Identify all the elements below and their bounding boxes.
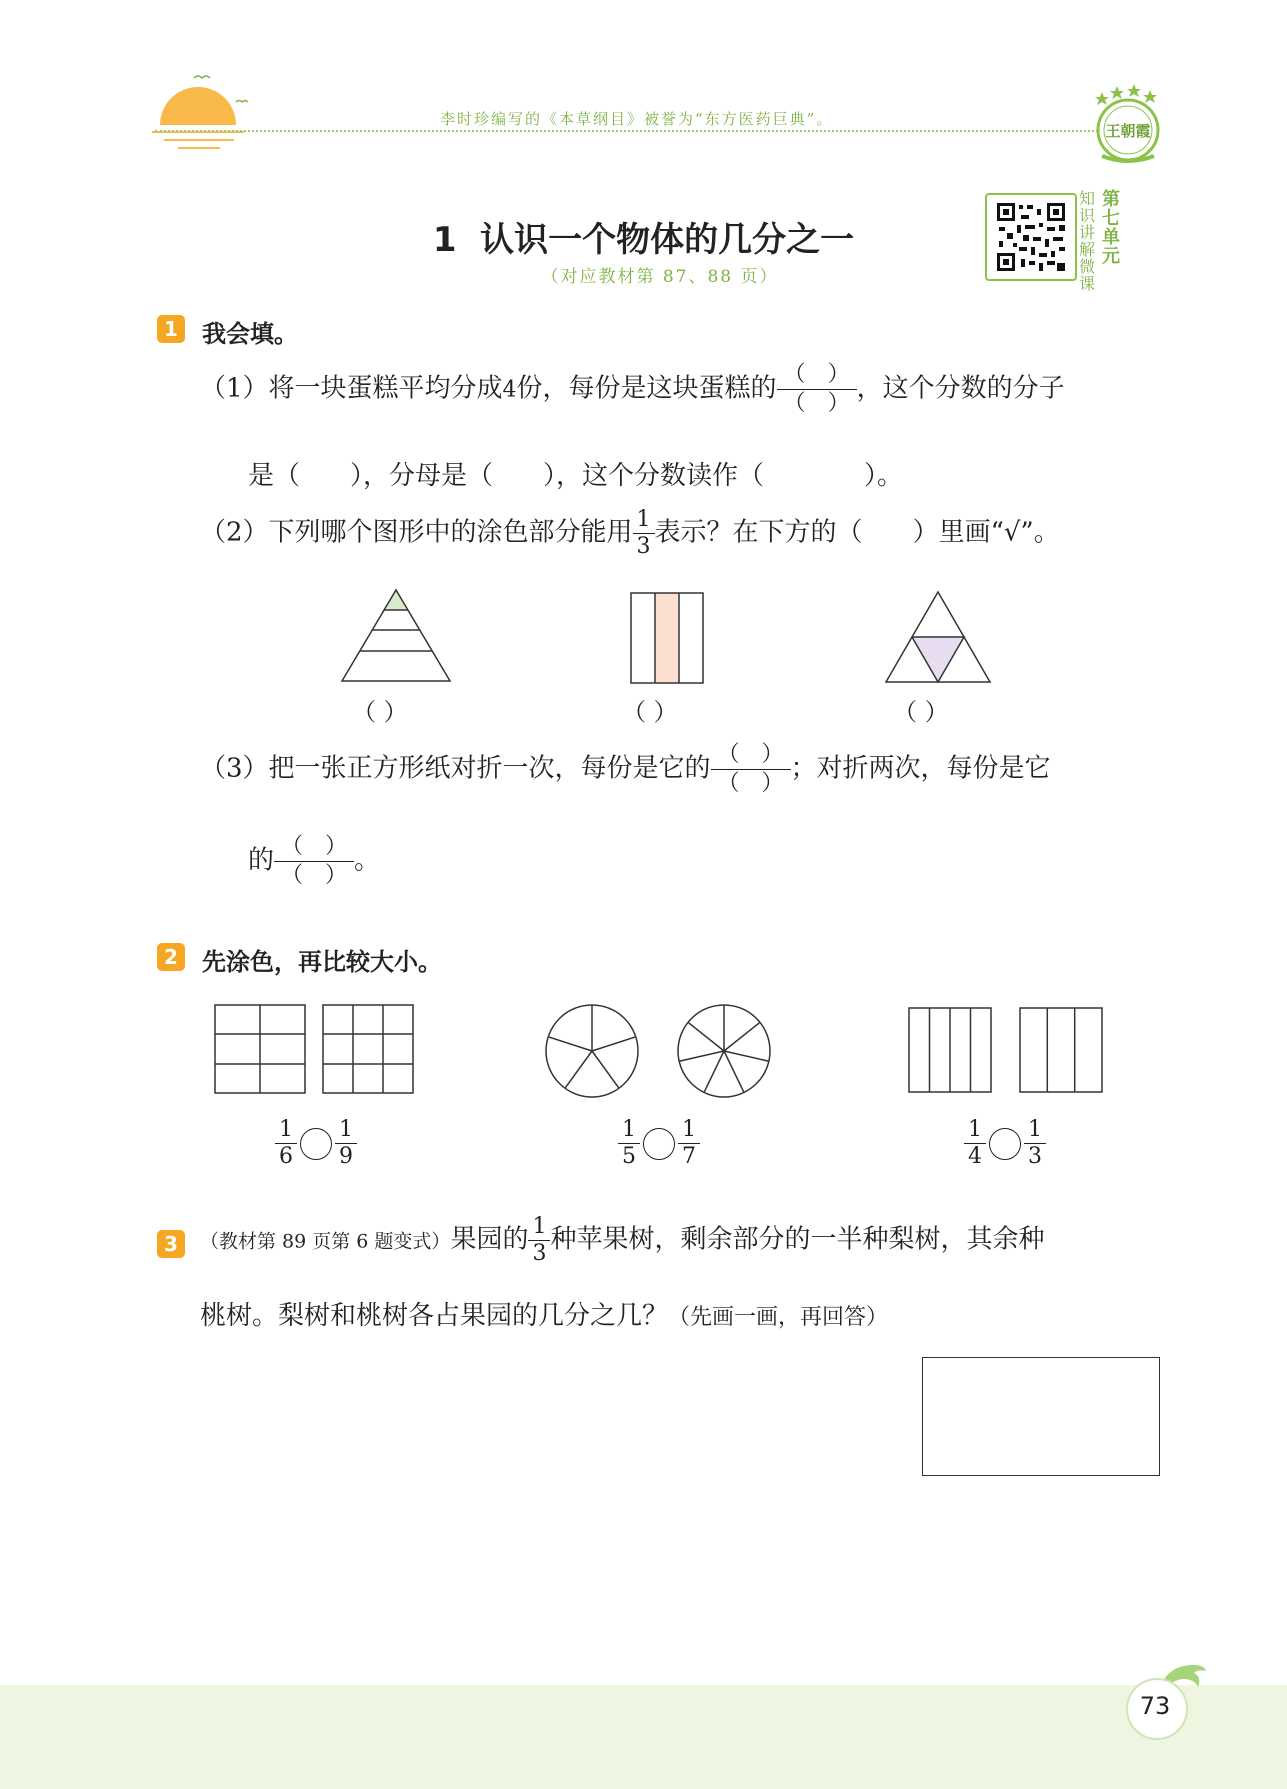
compare-3: $\frac{1}{4}$ $\frac{1}{3}$ [964, 1118, 1046, 1169]
section-1-badge: 1 [157, 315, 185, 343]
choice-paren-3[interactable]: （ ） [893, 698, 949, 726]
page-title: 1 认识一个物体的几分之一 [432, 220, 855, 260]
rectangle-four-strips[interactable] [908, 1007, 992, 1093]
q-orchard-line-1: （教材第 89 页第 6 题变式）果园的 $\frac{1}{3}$ 种苹果树，剩余部分的一半种梨树，其余种 [200, 1214, 1045, 1266]
q3-line-2: 的 $\frac{( )}{( )}$ 。 [248, 834, 381, 888]
q1-line-1: （1）将一块蛋糕平均分成4份，每份是这块蛋糕的 $\frac{( )}{( )}$ ，这个分数的分子 [200, 362, 1065, 416]
four-triangle-figure [884, 590, 992, 684]
q3-fold-twice-fraction[interactable]: $\frac{( )}{( )}$ [274, 834, 354, 889]
header-quote: 李时珍编写的《本草纲目》被誉为“东方医药巨典”。 [440, 110, 834, 128]
qr-label-right: 第七单元 [1102, 189, 1120, 267]
rectangle-nine-parts[interactable] [322, 1004, 416, 1096]
q2-line: （2）下列哪个图形中的涂色部分能用 $\frac{1}{3}$ 表示？在下方的（ ）里画“√”。 [200, 507, 1060, 559]
svg-text:王朝霞: 王朝霞 [1105, 122, 1151, 140]
rectangle-six-parts[interactable] [214, 1004, 308, 1096]
rectangle-three-strips[interactable] [1019, 1007, 1103, 1093]
q1-line-2: 是（ ），分母是（ ），这个分数读作（ ）。 [248, 461, 904, 491]
compare-circle-2[interactable] [643, 1128, 675, 1160]
compare-circle-3[interactable] [989, 1128, 1021, 1160]
section-3-badge: 3 [157, 1230, 185, 1258]
q1-answer-fraction[interactable]: $\frac{( )}{( )}$ [777, 362, 857, 417]
compare-circle-1[interactable] [300, 1128, 332, 1160]
choice-paren-1[interactable]: （ ） [352, 698, 408, 726]
circle-seven-parts[interactable] [676, 1003, 772, 1099]
q3-fold-once-fraction[interactable]: $\frac{( )}{( )}$ [711, 742, 791, 797]
choice-paren-2[interactable]: （ ） [622, 698, 678, 726]
page-number: 73 [1139, 1692, 1171, 1720]
footer-band [0, 1685, 1287, 1789]
q-orchard-line-2: 桃树。梨树和桃树各占果园的几分之几？（先画一画，再回答） [200, 1301, 889, 1331]
section-1-title: 我会填。 [202, 320, 298, 348]
section-2-badge: 2 [157, 943, 185, 971]
qr-label-left: 知识讲解微课 [1078, 189, 1095, 293]
brand-logo [1088, 78, 1168, 168]
page-subtitle: （对应教材第 87、88 页） [541, 267, 779, 287]
compare-2: $\frac{1}{5}$ $\frac{1}{7}$ [618, 1118, 700, 1169]
compare-1: $\frac{1}{6}$ $\frac{1}{9}$ [275, 1118, 357, 1169]
triangle-stack-figure [340, 588, 452, 684]
qr-code-icon[interactable] [985, 193, 1077, 281]
header-dotted-rule [155, 130, 1130, 132]
q2-fraction: $\frac{1}{3}$ [633, 508, 655, 559]
three-strip-rectangle-figure [630, 592, 704, 684]
sunset-illustration [150, 70, 260, 160]
section-2-title: 先涂色，再比较大小。 [202, 948, 442, 976]
q3-line-1: （3）把一张正方形纸对折一次，每份是它的 $\frac{( )}{( )}$ ；对折两次，每份是它 [200, 742, 1051, 796]
drawing-answer-box[interactable] [922, 1357, 1160, 1476]
circle-five-parts[interactable] [544, 1003, 640, 1099]
